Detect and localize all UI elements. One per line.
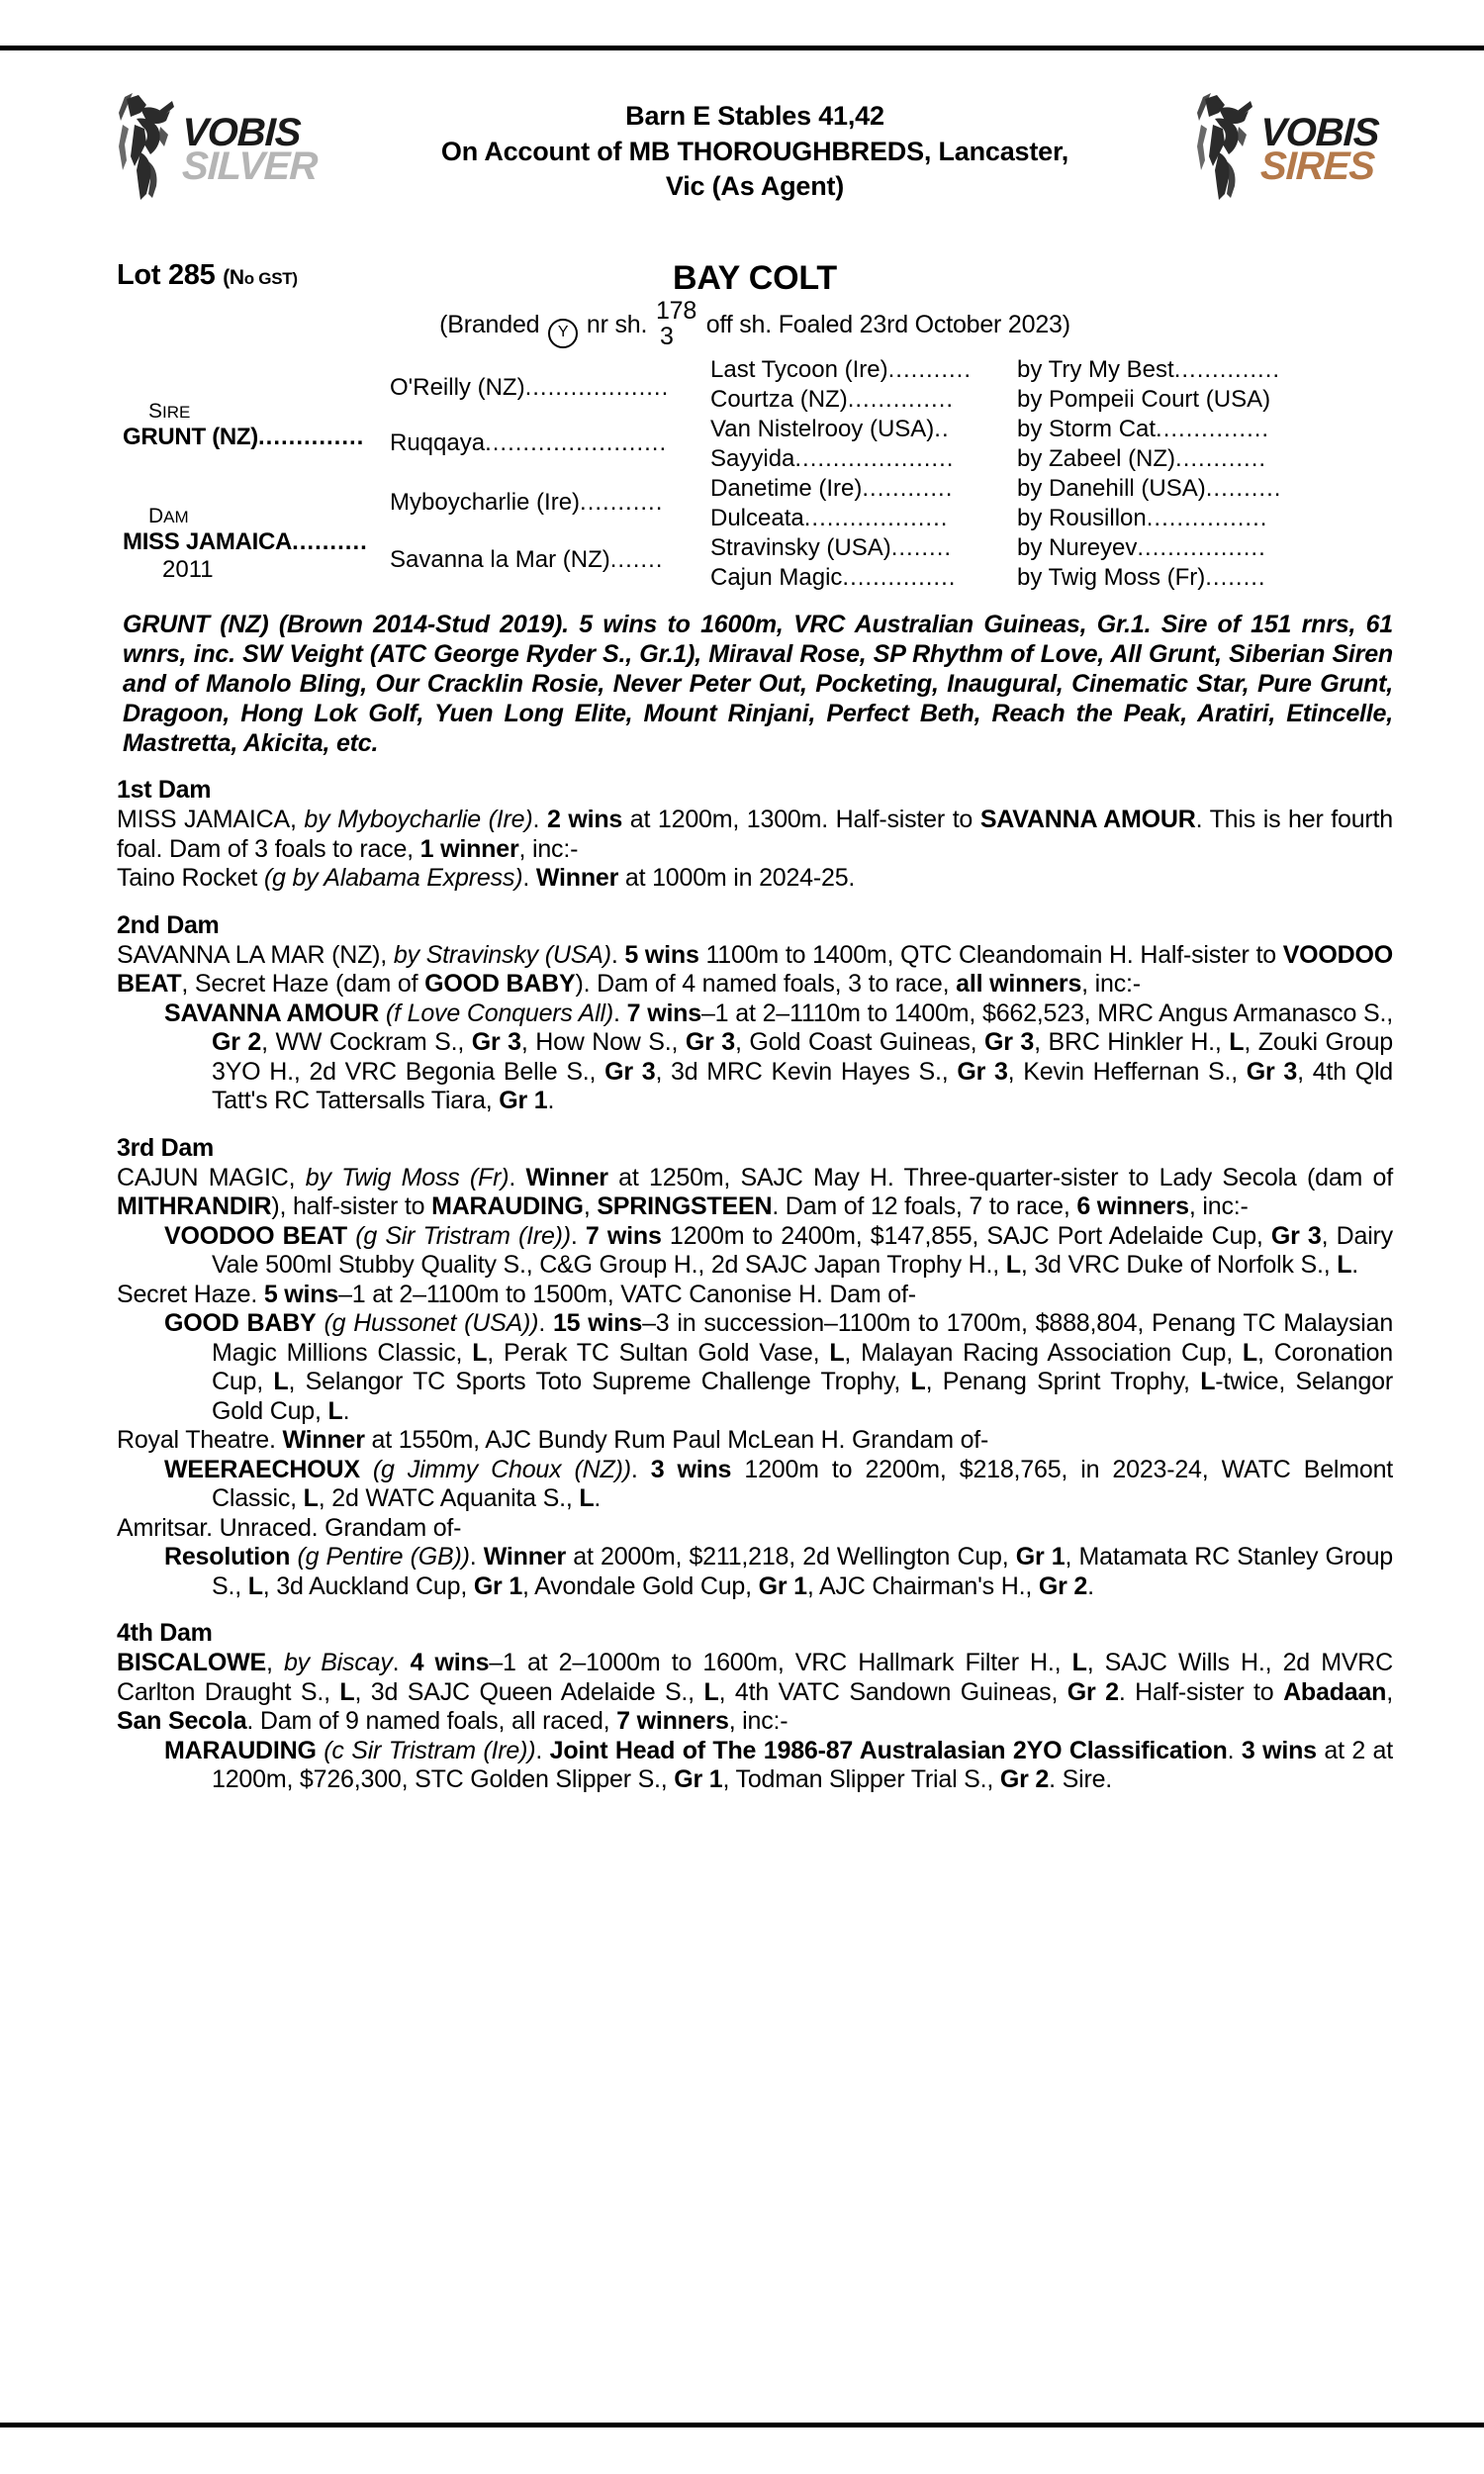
vobis-sires-word1: VOBIS: [1259, 111, 1380, 154]
pedigree-entry: VOODOO BEAT (g Sir Tristram (Ire)). 7 wins 1200m to 2400m, $147,855, SAJC Port Adelaide Cup, Gr 3, Dairy Vale 500ml Stubby Quality S., C&G Group H., 2d SAJC Japan Trophy H., L, 3d VRC Duke of Norfolk S., L.: [164, 1221, 1393, 1279]
pedigree-entry: Resolution (g Pentire (GB)). Winner at 2000m, $211,218, 2d Wellington Cup, Gr 1, Matamata RC Stanley Group S., L, 3d Auckland Cup, Gr 1, Avondale Gold Cup, Gr 1, AJC Chairman's H., Gr 2.: [164, 1543, 1394, 1600]
pedigree-entry: MARAUDING (c Sir Tristram (Ire)). Joint Head of The 1986-87 Australasian 2YO Classification. 3 wins at 2 at 1200m, $726,300, STC Golden Slipper S., Gr 1, Todman Slipper Trial S., Gr 2. Sire.: [164, 1736, 1394, 1793]
pedigree-gen4-row: by Pompeii Court (USA): [1017, 386, 1271, 413]
top-rule: [0, 46, 1484, 50]
pedigree-entry: SAVANNA LA MAR (NZ), by Stravinsky (USA). 5 wins 1100m to 1400m, QTC Cleandomain H. Half-sister to VOODOO BEAT, Secret Haze (dam of GOOD BABY). Dam of 4 named foals, 3 to race, all winners, inc:-: [117, 940, 1394, 998]
lot-number-block: [117, 259, 298, 292]
pedigree-gen2-row: O'Reilly (NZ)...................: [390, 374, 670, 401]
sire-cell: [123, 400, 390, 451]
pedigree-gen3-row: Stravinsky (USA)........: [710, 534, 953, 561]
dam-cell: [123, 505, 390, 584]
pedigree-entry: GOOD BABY (g Hussonet (USA)). 15 wins–3 in succession–1100m to 1700m, $888,804, Penang TC Malaysian Magic Millions Classic, L, Perak TC Sultan Gold Vase, L, Malayan Racing Association Cup, L, Coronation Cup, L, Selangor TC Sports Toto Supreme Challenge Trophy, L, Penang Sprint Trophy, L-twice, Selangor Gold Cup, L.: [164, 1309, 1394, 1425]
pedigree-entry: WEERAECHOUX (g Jimmy Choux (NZ)). 3 wins 1200m to 2200m, $218,765, in 2023-24, WATC Belmont Classic, L, 2d WATC Aquanita S., L.: [164, 1455, 1394, 1512]
pedigree-gen4-row: by Twig Moss (Fr)........: [1017, 564, 1266, 591]
account-line-1: On Account of MB THOROUGHBREDS, Lancaster,: [440, 136, 1069, 166]
pedigree-gen2-row: Ruqqaya........................: [390, 429, 668, 456]
pedigree-gen3-row: Van Nistelrooy (USA)..: [710, 416, 950, 442]
vobis-silver-logo: [117, 91, 319, 210]
pedigree-entry: Taino Rocket (g by Alabama Express). Winner at 1000m in 2024-25.: [117, 864, 856, 892]
barn-line: Barn E Stables 41,42: [625, 101, 884, 131]
lot-number: Lot 285: [117, 259, 216, 291]
vobis-silver-word2: SILVER: [181, 143, 319, 188]
pedigree-gen4-row: by Zabeel (NZ)............: [1017, 445, 1267, 472]
pedigree-gen2-row: Savanna la Mar (NZ).......: [390, 546, 664, 573]
pedigree-gen3-row: Danetime (Ire)............: [710, 475, 954, 502]
sire-description: GRUNT (NZ) (Brown 2014-Stud 2019). 5 wins to 1600m, VRC Australian Guineas, Gr.1. Sire of 151 rnrs, 61 wnrs, inc. SW Veight (ATC George Ryder S., Gr.1), Miraval Rose, SP Rhythm of Love, All Grunt, Siberian Siren and of Manolo Bling, Our Cracklin Rosie, Never Peter Out, Pocketing, Inaugural, Cinematic Star, Pure Grunt, Dragoon, Hong Lok Golf, Yuen Long Elite, Mount Rinjani, Perfect Beth, Reach the Peak, Aratiri, Etincelle, Mastretta, Akicita, etc.: [123, 611, 1393, 757]
jockey-horse-icon: [1195, 91, 1256, 202]
pedigree-gen3-row: Cajun Magic...............: [710, 564, 957, 591]
pedigree-table: [117, 356, 1393, 604]
sire-label: SIRE: [148, 400, 191, 423]
brand-foaling-line: [117, 297, 1393, 350]
bottom-rule: [0, 2423, 1484, 2427]
dam-heading: 4th Dam: [117, 1619, 213, 1647]
page-header: [117, 69, 1393, 257]
sire-name: GRUNT (NZ)..............: [123, 424, 365, 450]
dam-heading: 2nd Dam: [117, 910, 220, 939]
pedigree-entry: Amritsar. Unraced. Grandam of-: [117, 1513, 462, 1542]
pedigree-entry: BISCALOWE, by Biscay. 4 wins–1 at 2–1000m to 1600m, VRC Hallmark Filter H., L, SAJC Wills H., 2d MVRC Carlton Draught S., L, 3d SAJC Queen Adelaide S., L, 4th VATC Sandown Guineas, Gr 2. Half-sister to Abadaan, San Secola. Dam of 9 named foals, all raced, 7 winners, inc:-: [117, 1649, 1394, 1735]
pedigree-gen4-row: by Nureyev.................: [1017, 534, 1266, 561]
gst-note: (No GST): [223, 266, 298, 289]
pedigree-entry: CAJUN MAGIC, by Twig Moss (Fr). Winner at 1250m, SAJC May H. Three-quarter-sister to Lady Secola (dam of MITHRANDIR), half-sister to MARAUDING, SPRINGSTEEN. Dam of 12 foals, 7 to race, 6 winners, inc:-: [117, 1163, 1393, 1220]
pedigree-gen3-row: Courtza (NZ)..............: [710, 386, 955, 413]
pedigree-entry: SAVANNA AMOUR (f Love Conquers All). 7 wins–1 at 2–1110m to 1400m, $662,523, MRC Angus Armanasco S., Gr 2, WW Cockram S., Gr 3, How Now S., Gr 3, Gold Coast Guineas, Gr 3, BRC Hinkler H., L, Zouki Group 3YO H., 2d VRC Begonia Belle S., Gr 3, 3d MRC Kevin Hayes S., Gr 3, Kevin Heffernan S., Gr 3, 4th Qld Tatt's RC Tattersalls Tiara, Gr 1.: [164, 999, 1394, 1114]
brand-suffix: off sh. Foaled 23rd October 2023): [705, 311, 1070, 338]
account-line-2: Vic (As Agent): [665, 171, 845, 202]
dam-sections: [117, 776, 1393, 1795]
brand-numerator: 178: [655, 297, 697, 325]
vendor-header: [315, 99, 1195, 205]
pedigree-entry: MISS JAMAICA, by Myboycharlie (Ire). 2 wins at 1200m, 1300m. Half-sister to SAVANNA AMOUR. This is her fourth foal. Dam of 3 foals to race, 1 winner, inc:-: [117, 806, 1394, 863]
vobis-sires-word2: SIRES: [1259, 143, 1375, 188]
dam-label: DAM: [148, 505, 189, 527]
pedigree-entry: Secret Haze. 5 wins–1 at 2–1100m to 1500m, VATC Canonise H. Dam of-: [117, 1280, 916, 1308]
pedigree-gen3-row: Dulceata...................: [710, 505, 949, 531]
dam-name: MISS JAMAICA..........: [123, 528, 368, 555]
dam-heading: 1st Dam: [117, 776, 212, 804]
brand-denominator: 3: [659, 323, 674, 350]
lot-line: [117, 259, 1393, 305]
pedigree-gen3-row: Sayyida.....................: [710, 445, 955, 472]
brand-fraction: [654, 297, 699, 350]
pedigree-gen4-row: by Rousillon................: [1017, 505, 1268, 531]
brand-near-side: nr sh.: [586, 311, 648, 338]
page-content: [117, 69, 1393, 1795]
jockey-horse-icon: [117, 91, 178, 202]
colour-sex-title: BAY COLT: [673, 259, 837, 297]
brand-symbol-icon: Y: [548, 319, 578, 348]
pedigree-entry: Royal Theatre. Winner at 1550m, AJC Bundy Rum Paul McLean H. Grandam of-: [117, 1426, 989, 1454]
vobis-sires-logo: [1195, 91, 1393, 210]
vobis-silver-word1: VOBIS: [181, 111, 302, 154]
pedigree-gen4-row: by Storm Cat...............: [1017, 416, 1270, 442]
pedigree-gen2-row: Myboycharlie (Ire)...........: [390, 489, 664, 516]
dam-heading: 3rd Dam: [117, 1133, 214, 1162]
pedigree-gen3-row: Last Tycoon (Ire)...........: [710, 356, 972, 383]
pedigree-gen4-row: by Try My Best..............: [1017, 356, 1281, 383]
pedigree-gen4-row: by Danehill (USA)..........: [1017, 475, 1282, 502]
brand-prefix: (Branded: [439, 311, 540, 338]
dam-year: 2011: [162, 556, 214, 583]
